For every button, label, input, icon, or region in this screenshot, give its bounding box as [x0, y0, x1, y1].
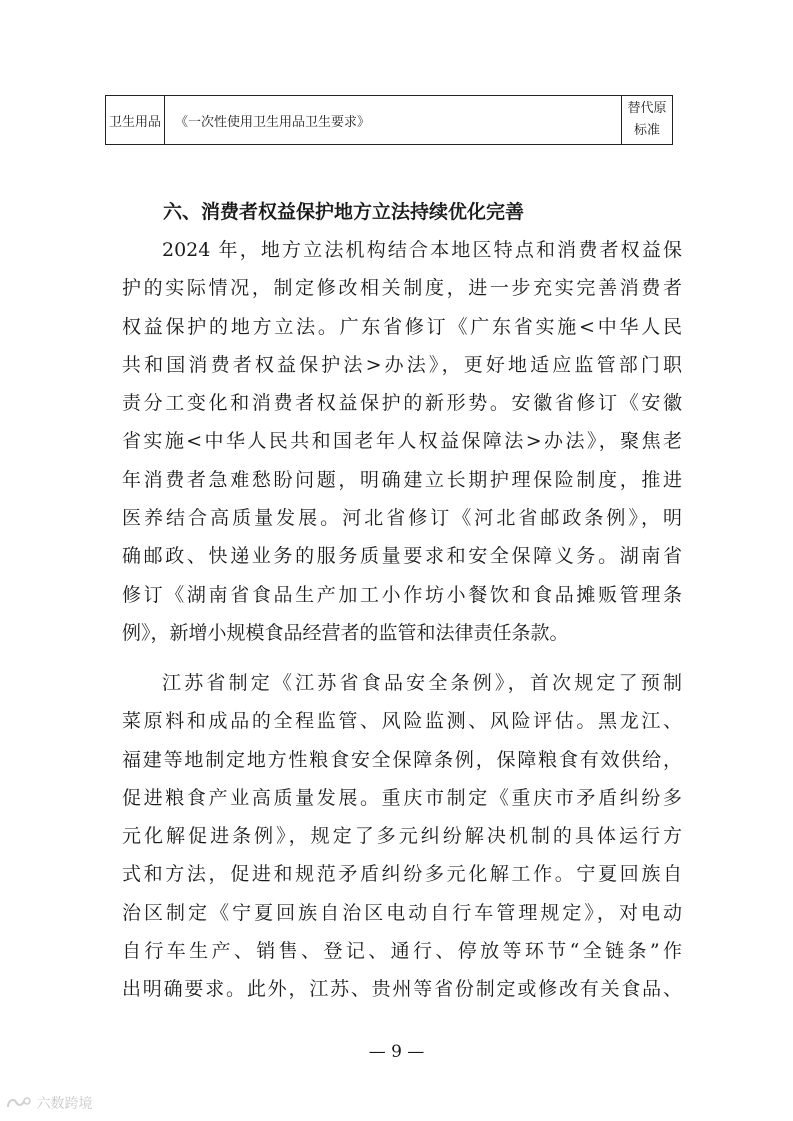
text-line: 医养结合高质量发展。河北省修订《河北省邮政条例》，明: [122, 507, 682, 530]
paragraph-2: [122, 664, 682, 1009]
text-line: 自行车生产、销售、登记、通行、停放等环节“全链条”作: [122, 940, 682, 963]
paragraph-1: [122, 231, 682, 652]
standard-cell: 《一次性使用卫生用品卫生要求》: [165, 96, 622, 145]
text-line: 确邮政、快递业务的服务质量要求和安全保障义务。湖南省: [122, 545, 682, 568]
text-line: 2024 年，地方立法机构结合本地区特点和消费者权益保: [162, 239, 682, 261]
standards-table: [105, 95, 673, 145]
text-line: 省实施<中华人民共和国老年人权益保障法>办法》，聚焦老: [122, 430, 682, 453]
text-line: 菜原料和成品的全程监管、风险监测、风险评估。黑龙江、: [122, 710, 682, 733]
text-line: 式和方法，促进和规范矛盾纠纷多元化解工作。宁夏回族自: [122, 863, 682, 886]
text-line: 责分工变化和消费者权益保护的新形势。安徽省修订《安徽: [122, 392, 682, 415]
text-line: 共和国消费者权益保护法>办法》，更好地适应监管部门职: [122, 353, 682, 376]
text-line: 促进粮食产业高质量发展。重庆市制定《重庆市矛盾纠纷多: [122, 786, 682, 809]
text-line: 护的实际情况，制定修改相关制度，进一步充实完善消费者: [122, 277, 682, 300]
text-line: 年消费者急难愁盼问题，明确建立长期护理保险制度，推进: [122, 468, 682, 491]
note-line-2: 标准: [633, 123, 660, 138]
section-heading: 六、消费者权益保护地方立法持续优化完善: [163, 201, 525, 223]
text-line: 福建等地制定地方性粮食安全保障条例，保障粮食有效供给，: [122, 748, 682, 771]
watermark-text: 六数跨境: [36, 1096, 93, 1112]
text-line: 出明确要求。此外，江苏、贵州等省份制定或修改有关食品、: [122, 978, 682, 1001]
text-line: 治区制定《宁夏回族自治区电动自行车管理规定》，对电动: [122, 901, 682, 924]
watermark: [6, 1093, 92, 1113]
category-cell: 卫生用品: [106, 96, 165, 145]
note-line-1: 替代原: [627, 101, 667, 116]
watermark-logo-icon: [6, 1096, 32, 1110]
text-line: 权益保护的地方立法。广东省修订《广东省实施<中华人民: [122, 315, 682, 338]
page-number: — 9 —: [368, 1042, 425, 1062]
text-line: 例》，新增小规模食品经营者的监管和法律责任条款。: [122, 621, 569, 644]
table-row: [106, 96, 673, 145]
note-cell: [622, 96, 673, 145]
text-line: 江苏省制定《江苏省食品安全条例》，首次规定了预制: [162, 672, 682, 694]
text-line: 修订《湖南省食品生产加工小作坊小餐饮和食品摊贩管理条: [122, 583, 682, 606]
text-line: 元化解促进条例》，规定了多元纠纷解决机制的具体运行方: [122, 825, 682, 848]
